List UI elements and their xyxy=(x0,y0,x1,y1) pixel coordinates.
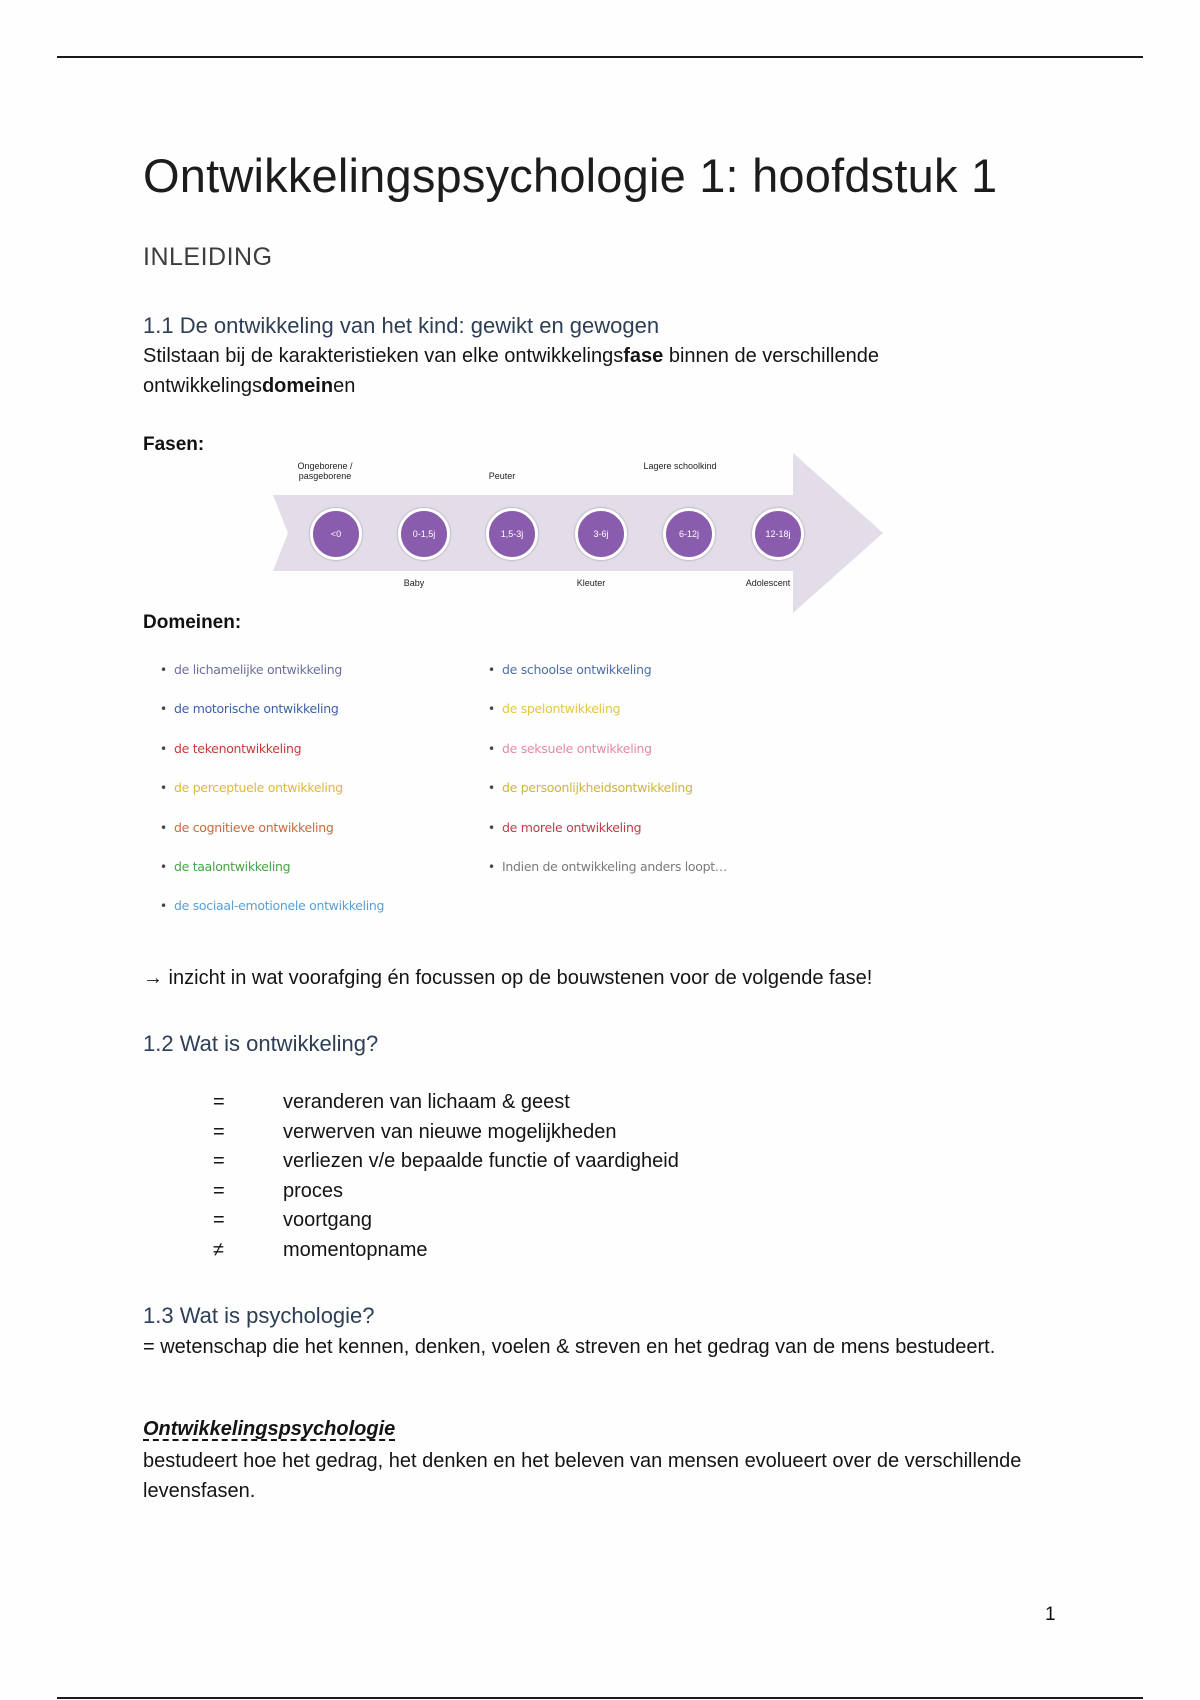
domain-item: • de persoonlijkheidsontwikkeling xyxy=(488,778,727,817)
phase-circle-1: <0 xyxy=(310,508,362,560)
section-1-3-heading: 1.3 Wat is psychologie? xyxy=(143,1303,375,1328)
domain-item: • de motorische ontwikkeling xyxy=(160,699,384,738)
definition-row: = proces xyxy=(213,1179,344,1202)
phase-top-label-2: Peuter xyxy=(488,471,516,481)
phase-bottom-label-2: Kleuter xyxy=(576,578,606,588)
document-subtitle: INLEIDING xyxy=(143,243,273,271)
phase-bottom-label-1: Baby xyxy=(403,578,425,588)
domain-item: • de cognitieve ontwikkeling xyxy=(160,818,384,857)
domain-item: • de morele ontwikkeling xyxy=(488,818,727,857)
definition-row: = voortgang xyxy=(213,1209,372,1231)
phase-top-label-1: Ongeborene / pasgeborene xyxy=(297,461,353,481)
domain-item: • de taalontwikkeling xyxy=(160,857,384,896)
definition-row: ≠ momentopname xyxy=(213,1238,428,1261)
domains-list xyxy=(143,660,763,930)
phase-circle-2: 0-1,5j xyxy=(398,508,450,560)
domains-right-column xyxy=(488,660,727,896)
phase-circle-4: 3-6j xyxy=(575,508,627,560)
ontwikkeling-definitions xyxy=(213,1088,679,1265)
section-1-1-text: Stilstaan bij de karakteristieken van elke ontwikkelingsfase binnen de verschillende ontwikkelingsdomeinen xyxy=(143,345,879,397)
phase-circle-6: 12-18j xyxy=(752,508,804,560)
domain-item: • de lichamelijke ontwikkeling xyxy=(160,660,384,699)
ontwikkelingspsychologie-text: bestudeert hoe het gedrag, het denken en het beleven van mensen evolueert over de verschillende levensfasen. xyxy=(143,1450,1022,1502)
top-rule xyxy=(57,56,1143,58)
document-title: Ontwikkelingspsychologie 1: hoofdstuk 1 xyxy=(143,149,998,202)
domains-left-column xyxy=(160,660,384,936)
domain-item: • de schoolse ontwikkeling xyxy=(488,660,727,699)
domain-item: • Indien de ontwikkeling anders loopt… xyxy=(488,857,727,896)
domain-item: • de spelontwikkeling xyxy=(488,699,727,738)
ontwikkelingspsychologie-heading: Ontwikkelingspsychologie xyxy=(143,1418,396,1440)
phase-top-label-3: Lagere schoolkind xyxy=(643,461,717,471)
definition-row: = veranderen van lichaam & geest xyxy=(213,1091,570,1113)
definition-row: = verliezen v/e bepaalde functie of vaardigheid xyxy=(213,1150,679,1172)
phase-circle-3: 1,5-3j xyxy=(486,508,538,560)
insight-text: → inzicht in wat voorafging én focussen op de bouwstenen voor de volgende fase! xyxy=(143,967,873,989)
domain-item: • de sociaal-emotionele ontwikkeling xyxy=(160,896,384,935)
bottom-rule xyxy=(57,1697,1143,1699)
phase-timeline xyxy=(273,433,893,618)
domain-item: • de tekenontwikkeling xyxy=(160,739,384,778)
section-1-2-heading: 1.2 Wat is ontwikkeling? xyxy=(143,1031,379,1056)
domain-item: • de seksuele ontwikkeling xyxy=(488,739,727,778)
domain-item: • de perceptuele ontwikkeling xyxy=(160,778,384,817)
section-1-1-heading: 1.1 De ontwikkeling van het kind: gewikt en gewogen xyxy=(143,313,660,338)
phase-bottom-label-3: Adolescent xyxy=(745,578,791,588)
fasen-label: Fasen: xyxy=(143,434,205,455)
page-number: 1 xyxy=(1045,1604,1056,1625)
definition-row: = verwerven van nieuwe mogelijkheden xyxy=(213,1120,617,1143)
domeinen-label: Domeinen: xyxy=(143,612,242,633)
section-1-3-text: = wetenschap die het kennen, denken, voelen & streven en het gedrag van de mens bestudeert. xyxy=(143,1336,996,1358)
phase-circle-5: 6-12j xyxy=(663,508,715,560)
